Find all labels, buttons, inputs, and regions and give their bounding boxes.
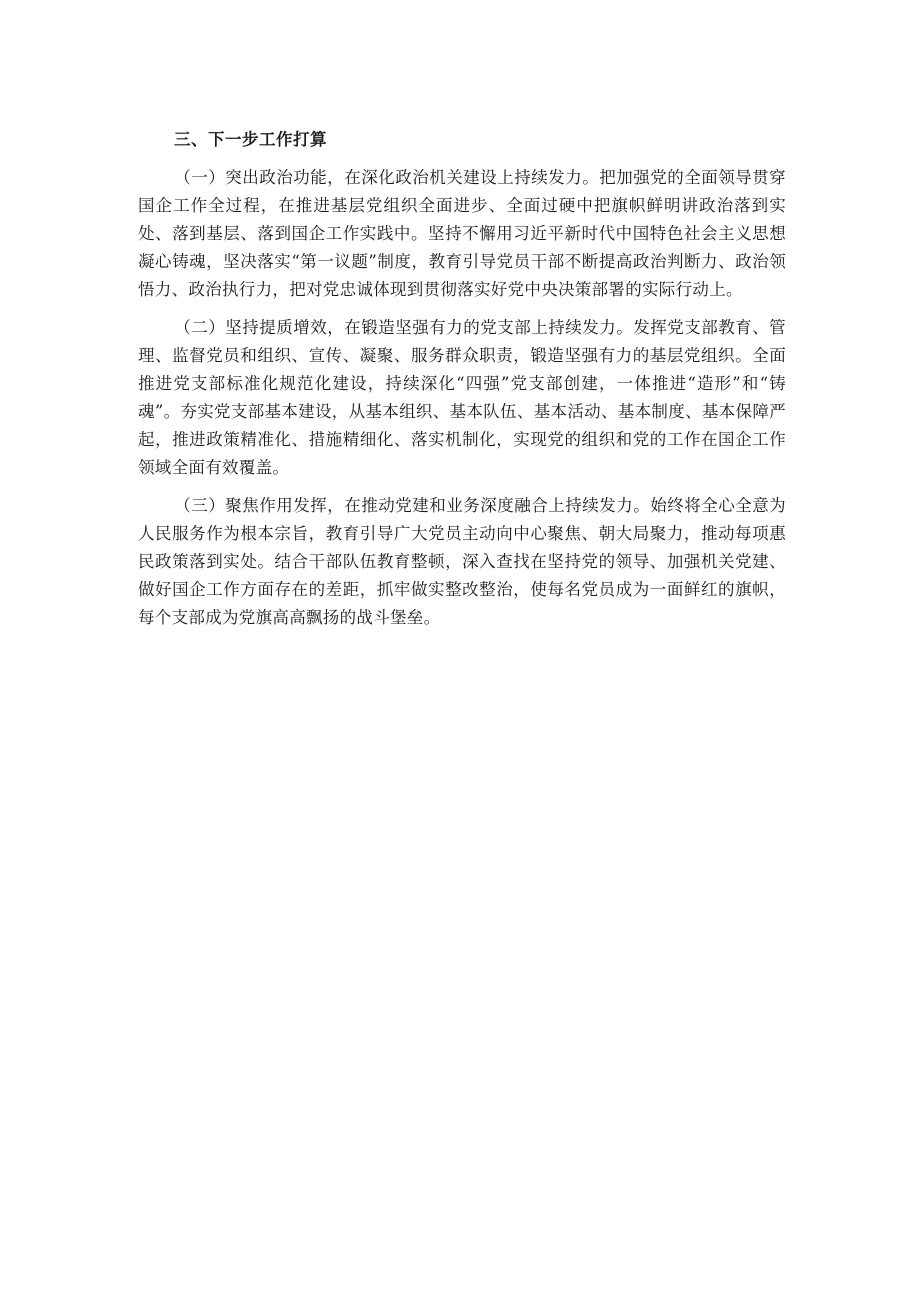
paragraph-3: （三）聚焦作用发挥，在推动党建和业务深度融合上持续发力。始终将全心全意为人民服务作为根本宗旨，教育引导广大党员主动向中心聚焦、朝大局聚力，推动每项惠民政策落到实处。结合干部队伍教育整顿，深入查找在坚持党的领导、加强机关党建、做好国企工作方面存在的差距，抓牢做实整改整治，使每名党员成为一面鲜红的旗帜，每个支部成为党旗高高飘扬的战斗堡垒。 <box>138 496 786 627</box>
paragraph-2: （二）坚持提质增效，在锻造坚强有力的党支部上持续发力。发挥党支部教育、管理、监督党员和组织、宣传、凝聚、服务群众职责，锻造坚强有力的基层党组织。全面推进党支部标准化规范化建设，持续深化“四强”党支部创建，一体推进“造形”和“铸魂”。夯实党支部基本建设，从基本组织、基本队伍、基本活动、基本制度、基本保障严起，推进政策精准化、措施精细化、落实机制化，实现党的组织和党的工作在国企工作领域全面有效覆盖。 <box>138 318 786 477</box>
paragraph-1: （一）突出政治功能，在深化政治机关建设上持续发力。把加强党的全面领导贯穿国企工作全过程，在推进基层党组织全面进步、全面过硬中把旗帜鲜明讲政治落到实处、落到基层、落到国企工作实践中。坚持不懈用习近平新时代中国特色社会主义思想凝心铸魂，坚决落实“第一议题”制度，教育引导党员干部不断提高政治判断力、政治领悟力、政治执行力，把对党忠诚体现到贯彻落实好党中央决策部署的实际行动上。 <box>138 168 786 299</box>
document-page <box>138 126 786 642</box>
section-heading: 三、下一步工作打算 <box>174 130 327 149</box>
